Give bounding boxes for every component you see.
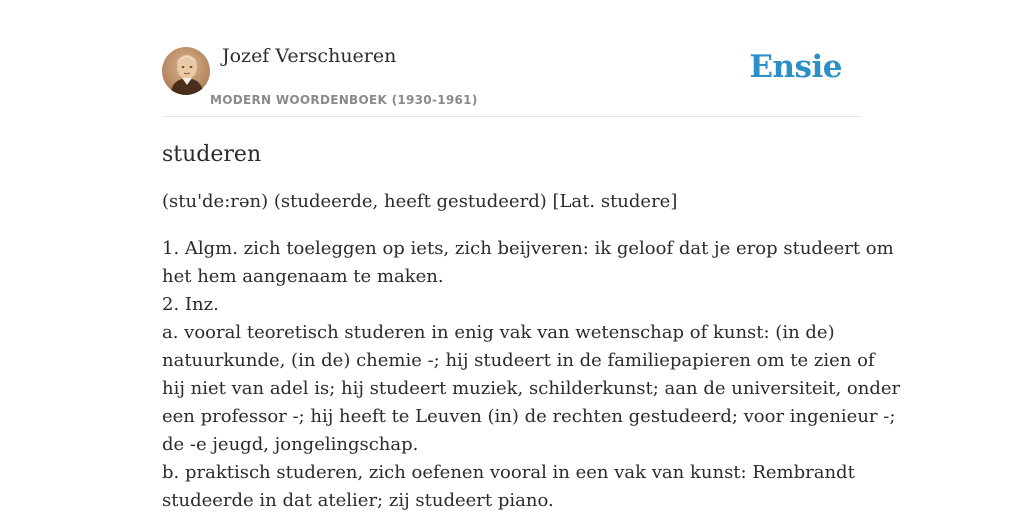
definition-line: natuurkunde, (in de) chemie -; hij studeert in de familiepapieren om te zien of [162,350,875,371]
definition-line: een professor -; hij heeft te Leuven (in) de rechten gestudeerd; voor ingenieur -; [162,406,896,427]
definition-line: het hem aangenaam te maken. [162,266,444,287]
entry-pronunciation: (stu'de:rən) (studeerde, heeft gestudeerd) [Lat. studere] [162,191,678,212]
entry-content [162,136,901,512]
definition-line: b. praktisch studeren, zich oefenen vooral in een vak van kunst: Rembrandt [162,462,855,483]
author-avatar[interactable] [162,47,210,95]
author-portrait-image [162,47,210,95]
definition-line: hij niet van adel is; hij studeert muziek, schilderkunst; aan de universiteit, onder [162,378,901,399]
definition-line: de -e jeugd, jongelingschap. [162,434,419,455]
definition-line: 1. Algm. zich toeleggen op iets, zich beijveren: ik geloof dat je erop studeert om [162,238,894,259]
author-name[interactable]: Jozef Verschueren [222,45,397,67]
ensie-logo-link[interactable]: Ensie [749,49,842,85]
definition-line: studeerde in dat atelier; zij studeert piano. [162,490,554,511]
entry-definition [162,235,901,512]
entry-headword: studeren [162,142,262,167]
dictionary-source: MODERN WOORDENBOEK (1930-1961) [210,93,478,107]
definition-line: a. vooral teoretisch studeren in enig vak van wetenschap of kunst: (in de) [162,322,835,343]
page-header [162,0,862,117]
definition-line: 2. Inz. [162,294,219,315]
